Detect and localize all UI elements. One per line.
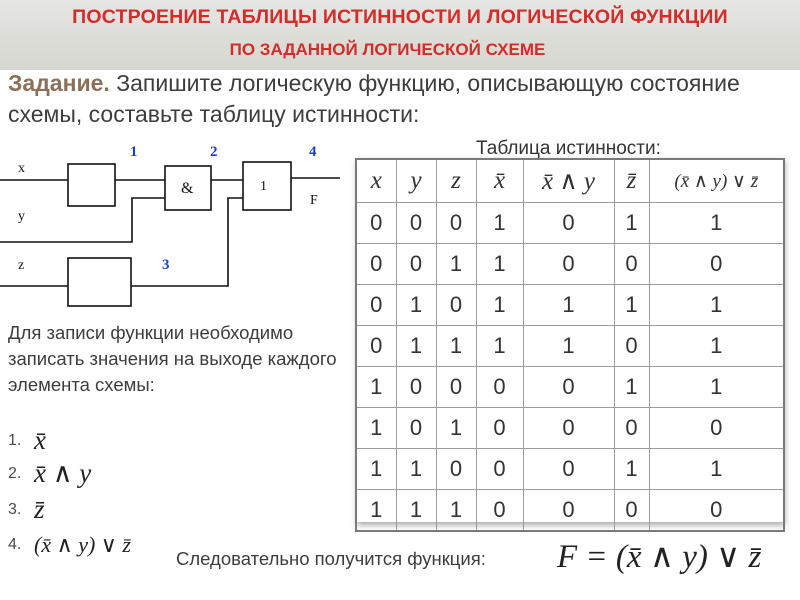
- table-cell: 0: [356, 203, 396, 244]
- table-cell: 1: [436, 408, 476, 449]
- gate-number-3: 3: [162, 257, 170, 273]
- column-header: x: [356, 159, 396, 203]
- table-cell: 0: [523, 203, 614, 244]
- table-cell: 0: [523, 449, 614, 490]
- not-gate-3: [68, 258, 131, 306]
- truth-table-frame: [355, 158, 783, 522]
- wire-3-to-or: [131, 198, 243, 286]
- table-cell: 1: [436, 326, 476, 367]
- table-cell: 0: [396, 408, 436, 449]
- step-1: [8, 425, 46, 456]
- table-cell: 0: [614, 244, 649, 285]
- table-cell: 0: [356, 326, 396, 367]
- table-row: [356, 244, 784, 285]
- task-body: Запишите логическую функцию, описывающую состояние схемы, составьте таблицу истинности:: [8, 70, 740, 127]
- table-cell: 1: [649, 449, 784, 490]
- column-header: x̄: [476, 159, 523, 203]
- table-cell: 0: [436, 367, 476, 408]
- column-header: (x̄ ∧ y) ∨ z̄: [649, 159, 784, 203]
- table-cell: 0: [523, 490, 614, 532]
- table-cell: 0: [396, 203, 436, 244]
- instruction-note: Для записи функции необходимо записать значения на выходе каждого элемента схемы:: [8, 322, 337, 395]
- column-header: y: [396, 159, 436, 203]
- truth-table-caption: Таблица истинности:: [476, 138, 661, 159]
- step-3: [8, 494, 45, 525]
- and-gate-label: &: [181, 180, 194, 197]
- table-cell: 0: [356, 244, 396, 285]
- table-cell: 1: [436, 490, 476, 532]
- table-cell: 1: [396, 449, 436, 490]
- table-cell: 1: [476, 326, 523, 367]
- or-gate-label: 1: [260, 179, 267, 194]
- table-cell: 0: [436, 203, 476, 244]
- table-cell: 1: [614, 285, 649, 326]
- table-row: [356, 326, 784, 367]
- page-title: ПОСТРОЕНИЕ ТАБЛИЦЫ ИСТИННОСТИ И ЛОГИЧЕСКОЙ ФУНКЦИИ: [72, 6, 728, 28]
- table-row: [356, 285, 784, 326]
- table-cell: 0: [523, 408, 614, 449]
- table-cell: 1: [649, 367, 784, 408]
- table-cell: 1: [356, 449, 396, 490]
- table-cell: 0: [476, 449, 523, 490]
- table-cell: 0: [649, 490, 784, 532]
- table-row: [356, 449, 784, 490]
- gate-number-1: 1: [130, 144, 138, 160]
- table-cell: 1: [476, 244, 523, 285]
- table-cell: 1: [523, 285, 614, 326]
- table-cell: 1: [396, 285, 436, 326]
- table-cell: 0: [396, 367, 436, 408]
- not-gate-1: [68, 164, 115, 206]
- column-header: x̄ ∧ y: [523, 159, 614, 203]
- table-cell: 0: [476, 490, 523, 532]
- table-cell: 0: [614, 490, 649, 532]
- step-expression: (x̄ ∧ y) ∨ z̄: [34, 532, 131, 557]
- table-cell: 0: [436, 285, 476, 326]
- step-number: 4.: [8, 536, 22, 553]
- table-cell: 0: [436, 449, 476, 490]
- table-cell: 1: [356, 490, 396, 532]
- step-2: [8, 458, 91, 489]
- table-row: [356, 203, 784, 244]
- column-header: z: [436, 159, 476, 203]
- table-cell: 1: [614, 203, 649, 244]
- table-cell: 1: [436, 244, 476, 285]
- table-cell: 1: [396, 490, 436, 532]
- step-number: 2.: [8, 464, 22, 482]
- table-cell: 1: [356, 367, 396, 408]
- table-header-row: [356, 159, 784, 203]
- conclusion-text: Следовательно получится функция:: [176, 548, 486, 569]
- table-cell: 1: [614, 367, 649, 408]
- table-cell: 0: [476, 367, 523, 408]
- task-label: Задание.: [8, 70, 110, 96]
- table-cell: 0: [523, 367, 614, 408]
- page-subtitle: ПО ЗАДАННОЙ ЛОГИЧЕСКОЙ СХЕМЕ: [229, 40, 546, 59]
- table-cell: 0: [396, 244, 436, 285]
- gate-number-2: 2: [210, 144, 218, 160]
- input-label-z: z: [18, 258, 25, 273]
- table-row: [356, 367, 784, 408]
- table-cell: 1: [476, 203, 523, 244]
- table-cell: 1: [649, 203, 784, 244]
- table-cell: 1: [649, 285, 784, 326]
- input-label-x: x: [18, 161, 25, 176]
- gate-number-4: 4: [309, 144, 317, 160]
- step-expression: x̄: [34, 425, 46, 455]
- output-label-f: F: [310, 193, 318, 208]
- step-expression: z̄: [34, 494, 45, 524]
- step-number: 3.: [8, 500, 22, 518]
- table-row: [356, 408, 784, 449]
- table-row: [356, 490, 784, 532]
- step-expression: x̄ ∧ y: [34, 458, 92, 488]
- table-cell: 1: [614, 449, 649, 490]
- final-formula: F = (x̄ ∧ y) ∨ z̄: [557, 539, 762, 575]
- column-header: z̄: [614, 159, 649, 203]
- step-number: 1.: [8, 431, 22, 449]
- table-cell: 0: [476, 408, 523, 449]
- table-cell: 0: [614, 326, 649, 367]
- table-cell: 1: [476, 285, 523, 326]
- table-cell: 0: [614, 408, 649, 449]
- table-cell: 1: [649, 326, 784, 367]
- truth-table: [355, 158, 785, 532]
- task-text: [8, 68, 793, 130]
- table-cell: 1: [356, 408, 396, 449]
- table-cell: 0: [649, 244, 784, 285]
- table-cell: 0: [523, 244, 614, 285]
- step-4: [8, 532, 131, 558]
- input-label-y: y: [18, 209, 25, 224]
- table-cell: 1: [396, 326, 436, 367]
- table-cell: 0: [356, 285, 396, 326]
- logic-circuit-diagram: [0, 138, 340, 313]
- table-cell: 1: [523, 326, 614, 367]
- table-cell: 0: [649, 408, 784, 449]
- or-gate-4: [243, 162, 291, 210]
